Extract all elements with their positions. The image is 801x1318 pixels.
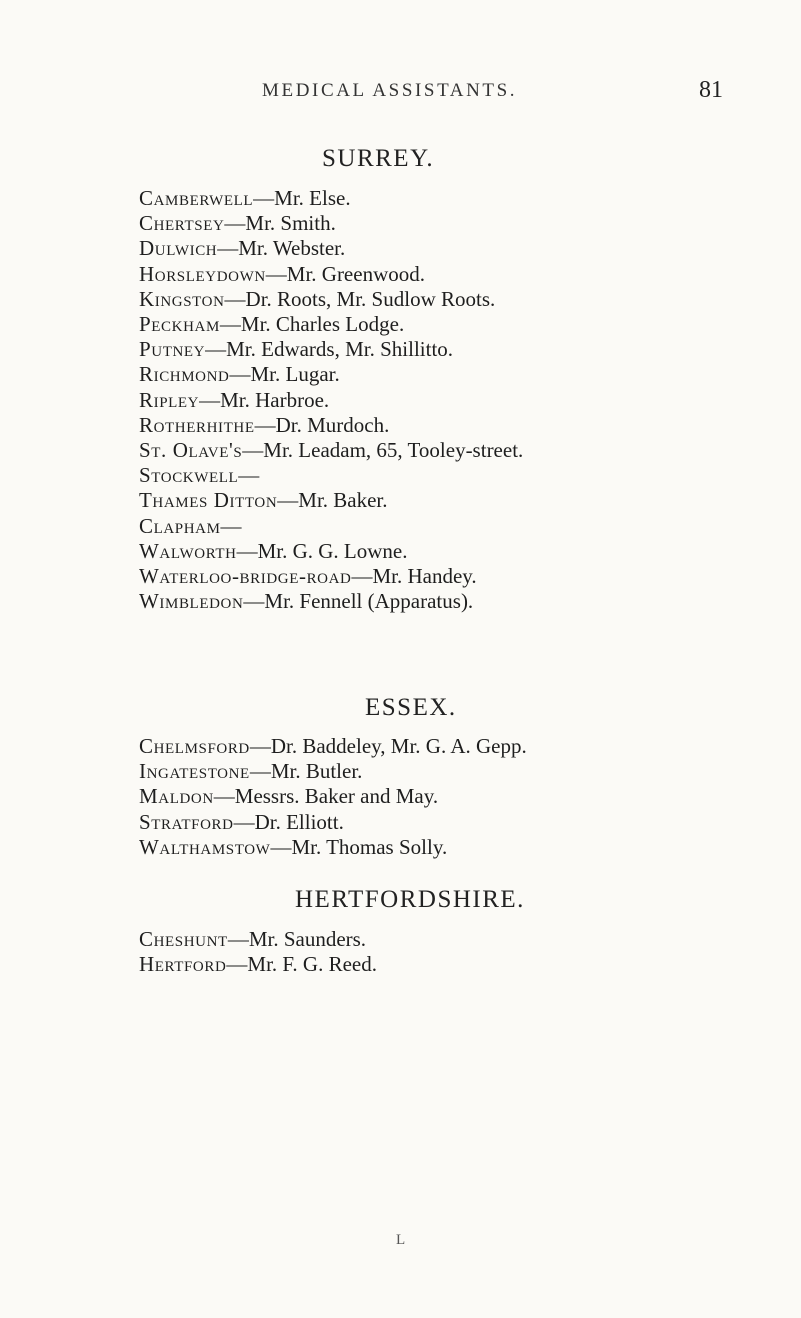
running-title: MEDICAL ASSISTANTS.: [262, 80, 518, 101]
list-item: [139, 388, 779, 413]
place-name: Camberwell: [139, 186, 254, 210]
place-name: Cheshunt: [139, 927, 228, 951]
place-name: Walworth: [139, 538, 237, 563]
list-item: [139, 734, 779, 759]
list-item: [139, 539, 779, 564]
list-item: [139, 211, 779, 236]
list-item: [139, 312, 779, 337]
list-item: [139, 463, 779, 488]
place-name: Kingston: [139, 286, 225, 311]
assistant-names: —Dr. Roots, Mr. Sudlow Roots.: [224, 286, 496, 311]
assistant-names: —Messrs. Baker and May.: [213, 784, 439, 809]
place-name: Horsleydown: [139, 261, 266, 286]
assistant-names: —Mr. Harbroe.: [199, 387, 330, 412]
assistant-names: —Mr. Else.: [253, 186, 351, 210]
place-name: Chertsey: [139, 211, 225, 236]
list-item: [139, 564, 779, 589]
assistant-names: —Mr. Charles Lodge.: [219, 312, 405, 337]
assistant-names: —Mr. Edwards, Mr. Shillitto.: [205, 337, 454, 362]
running-head: [0, 77, 801, 110]
assistant-names: —Mr. Fennell (Apparatus).: [243, 589, 474, 614]
section-heading: HERTFORDSHIRE.: [295, 886, 525, 913]
place-name: Stratford: [139, 809, 234, 834]
list-item: [139, 759, 779, 784]
assistant-names: —Mr. Leadam, 65, Tooley-street.: [242, 438, 524, 463]
place-name: Peckham: [139, 312, 220, 337]
place-name: Hertford: [139, 952, 227, 977]
assistant-names: —Mr. Webster.: [217, 236, 346, 261]
entry-list: [139, 927, 779, 977]
list-item: [139, 589, 779, 614]
list-item: [139, 784, 779, 809]
assistant-names: —Mr. Thomas Solly.: [270, 834, 448, 859]
list-item: [139, 488, 779, 513]
section-hertfordshire: [139, 886, 779, 977]
list-item: [139, 438, 779, 463]
list-item: [139, 262, 779, 287]
assistant-names: —Dr. Murdoch.: [254, 412, 390, 437]
list-item: [139, 514, 779, 539]
assistant-names: —Dr. Elliott.: [233, 809, 344, 834]
list-item: [139, 835, 779, 860]
section-essex: [139, 694, 779, 860]
section-heading: SURREY.: [322, 145, 435, 172]
list-item: [139, 413, 779, 438]
assistant-names: —Dr. Baddeley, Mr. G. A. Gepp.: [249, 734, 527, 758]
signature-mark: L: [396, 1232, 406, 1248]
list-item: [139, 810, 779, 835]
list-item: [139, 337, 779, 362]
assistant-names: —Mr. Butler.: [249, 759, 363, 784]
page-number: 81: [699, 77, 723, 103]
list-item: [139, 287, 779, 312]
list-item: [139, 236, 779, 261]
assistant-names: —Mr. Baker.: [277, 488, 388, 513]
place-name: Waterloo-bridge-road: [139, 564, 352, 589]
assistant-names: —Mr. Handey.: [351, 564, 477, 589]
place-name: Richmond: [139, 362, 230, 387]
list-item: [139, 186, 779, 211]
list-item: [139, 362, 779, 387]
entry-list: [139, 734, 779, 860]
assistant-names: —Mr. Lugar.: [229, 362, 340, 387]
entry-list: [139, 186, 779, 614]
place-name: Walthamstow: [139, 834, 271, 859]
place-name: Clapham: [139, 513, 221, 538]
place-name: Ingatestone: [139, 759, 250, 784]
assistant-names: —: [220, 513, 242, 538]
list-item: [139, 952, 779, 977]
assistant-names: —Mr. Greenwood.: [265, 261, 425, 286]
section-heading: ESSEX.: [365, 694, 457, 721]
place-name: Putney: [139, 337, 206, 362]
place-name: Rotherhithe: [139, 412, 255, 437]
list-item: [139, 927, 779, 952]
place-name: Ripley: [139, 387, 200, 412]
place-name: Wimbledon: [139, 589, 244, 614]
place-name: Maldon: [139, 784, 214, 809]
assistant-names: —Mr. F. G. Reed.: [226, 952, 377, 977]
assistant-names: —: [238, 463, 260, 488]
place-name: St. Olave's: [139, 438, 243, 463]
place-name: Chelmsford: [139, 734, 250, 758]
assistant-names: —Mr. Saunders.: [227, 927, 367, 951]
assistant-names: —Mr. Smith.: [224, 211, 336, 236]
place-name: Dulwich: [139, 236, 218, 261]
assistant-names: —Mr. G. G. Lowne.: [236, 538, 408, 563]
section-surrey: [139, 145, 779, 614]
place-name: Stockwell: [139, 463, 239, 488]
place-name: Thames Ditton: [139, 488, 278, 513]
